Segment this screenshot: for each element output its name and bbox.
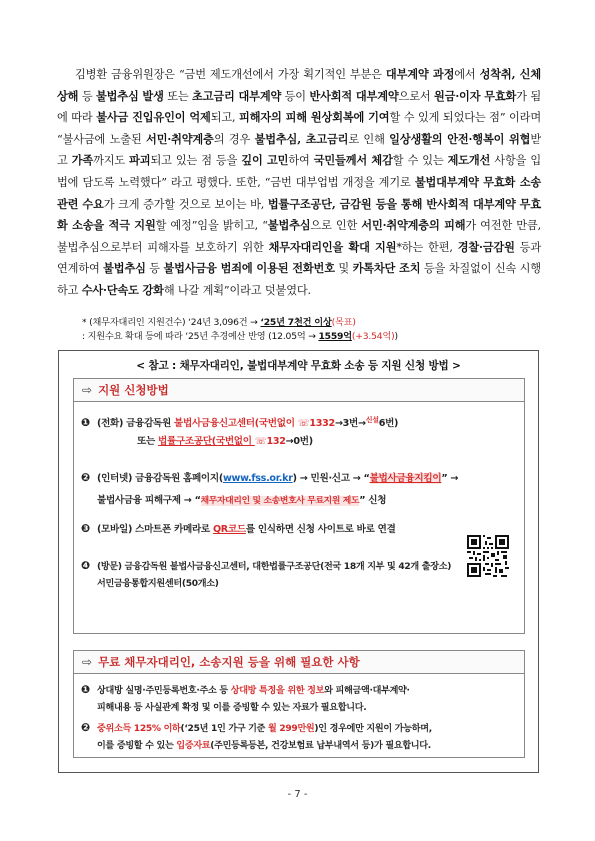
qr-code-icon[interactable] <box>467 535 509 577</box>
emphasis-text: 채무자대리인을 확대 지원 <box>268 239 397 254</box>
paragraph-text: *하는 한편, <box>396 240 458 254</box>
emphasis-text: 서민·취약계층의 피해 <box>361 218 466 233</box>
paragraph-text: 등 <box>78 89 96 103</box>
emphasis-text: 원금·이자 무효화 <box>434 88 517 103</box>
emphasis-text: 수사·단속도 강화 <box>81 282 164 297</box>
emphasis-text: 서민·취약계층 <box>146 131 214 146</box>
requirement-2-line-1: ❷ 중위소득 125% 이하(‘25년 1인 가구 기준 월 299만원)인 경우에만 지원이 가능하며, <box>81 721 432 734</box>
emphasis-text: 초고금리 대부계약 <box>192 88 282 103</box>
apply-phone-line-2: 또는 법률구조공단(국번없이 ☏132→0번) <box>137 436 313 447</box>
paragraph-text: 할 수 있는 <box>392 154 448 168</box>
arrow-icon: ⇨ <box>82 383 93 397</box>
emphasis-text: 불법추심 발생 <box>95 88 164 103</box>
emphasis-text: 깊이 고민 <box>241 153 289 168</box>
paragraph-text: 또는 <box>163 89 193 103</box>
paragraph-text: 되고, <box>210 111 240 125</box>
arrow-icon: ⇨ <box>82 655 93 669</box>
apply-phone-line-1: ❶ (전화) 금융감독원 불법사금융신고센터(국번없이 ☏1332→3번→$^{신설}$6번) <box>81 416 399 430</box>
emphasis-text: 파괴 <box>129 153 151 168</box>
paragraph-text: 가 여전한 만큼, 불법추심으로부터 피해자를 보호하기 위한 <box>57 219 541 254</box>
paragraph-text: 사항을 입법에 담도록 노력했다” 라고 평했다. 또한, “금번 대부업법 개정을 계기로 <box>57 154 541 189</box>
body-paragraph <box>57 64 541 302</box>
footnote-line-2: : 지원수요 확대 등에 따라 ‘25년 추경예산 반영 (12.05억 → 1559억(+3.54억)) <box>82 331 398 342</box>
paragraph-text: 되고 있는 점 등을 <box>150 154 242 168</box>
paragraph-text: 으로서 <box>398 89 434 103</box>
emphasis-text: 불법추심 <box>103 261 146 276</box>
apply-internet-line-1: ❷ (인터넷) 금융감독원 홈페이지(www.fss.or.kr) → 민원·신고 → “불법사금융지킴이” → <box>81 471 459 484</box>
apply-mobile-line: ❸ (모바일) 스마트폰 카메라로 QR코드를 인식하면 신청 사이트로 바로 연결 <box>81 522 396 535</box>
paragraph-text: 가 됨에 따라 <box>57 89 541 125</box>
paragraph-text: 등이 <box>281 89 310 103</box>
apply-internet-line-2: 불법사금융 피해구제 → “채무자대리인 및 소송변호사 무료지원 제도” 신청 <box>97 495 387 506</box>
phone-icon: ☏132 <box>254 436 286 447</box>
emphasis-text: 제도개선 <box>447 153 491 168</box>
paragraph-text: 하여 <box>288 154 314 168</box>
paragraph-text: 으로 인한 <box>310 219 362 233</box>
emphasis-text: 국민들께서 체감 <box>313 153 393 168</box>
emphasis-text: 일상생활의 안전·행복이 위협 <box>389 131 531 146</box>
paragraph-text: 김병환 금융위원장은 “금번 제도개선에서 가장 획기적인 부분은 <box>75 68 386 81</box>
paragraph-text: 에서 <box>454 68 480 81</box>
emphasis-text: 경찰·금감원 <box>457 239 515 254</box>
phone-icon: ☏1332 <box>297 418 335 430</box>
paragraph-text: 해 나갈 계획”이라고 덧붙였다. <box>163 283 311 297</box>
paragraph-text: 등과 연계하여 <box>57 240 541 276</box>
page-number: - 7 - <box>287 789 308 800</box>
paragraph-text: 로 인해 <box>348 132 390 146</box>
requirement-1-line-1: ❶ 상대방 실명·주민등록번호·주소 등 상대방 특정을 위한 정보와 피해금액·대부계약· <box>81 683 410 696</box>
paragraph-text: 할 예정”임을 밝히고, “ <box>155 219 268 233</box>
paragraph-text: 가 크게 증가할 것으로 보이는 바, <box>103 197 268 211</box>
apply-visit-line-1: ❹ (방문) 금융감독원 불법사금융신고센터, 대한법률구조공단(전국 18개 지부 및 42개 출장소) <box>81 559 452 572</box>
emphasis-text: 불법추심, 초고금리 <box>254 131 349 146</box>
paragraph-text: 및 <box>334 262 353 276</box>
emphasis-text: 카톡차단 조치 <box>352 261 421 276</box>
paragraph-text: 까지도 <box>93 154 130 168</box>
paragraph-text: 등을 차질없이 신속 시행하고 <box>57 262 541 297</box>
footnote-line-1: * (채무자대리인 지원건수) ‘24년 3,096건 → ‘25년 7천건 이상(목표) <box>82 317 356 328</box>
emphasis-text: 피해자의 피해 원상회복에 기여 <box>239 110 390 125</box>
section-apply-method-header: ⇨ 지원 신청방법 <box>73 378 525 402</box>
paragraph-text: 등 <box>145 262 164 276</box>
apply-visit-line-2: 서민금융통합지원센터(50개소) <box>97 579 219 589</box>
paragraph-text: 받고 <box>57 132 542 168</box>
emphasis-text: 불법사금융 범죄에 이용된 전화번호 <box>163 261 335 276</box>
reference-box-title: < 참고 : 채무자대리인, 불법대부계약 무효화 소송 등 지원 신청 방법 > <box>136 360 461 372</box>
paragraph-text: 의 경우 <box>213 132 255 146</box>
emphasis-text: 불사금 진입유인이 억제 <box>96 110 211 125</box>
section-requirements-header: ⇨ 무료 채무자대리인, 소송지원 등을 위해 필요한 사항 <box>73 650 525 674</box>
requirement-2-line-2: 이를 증빙할 수 있는 입증자료(주민등록등본, 건강보험료 납부내역서 등)가 필요합니다. <box>97 741 431 751</box>
emphasis-text: 불법대부계약 무효화 소송 관련 수요 <box>57 174 542 211</box>
emphasis-text: 반사회적 대부계약 <box>309 88 399 103</box>
emphasis-text: 법률구조공단, 금감원 등을 통해 반사회적 대부계약 무효화 소송을 적극 지원 <box>57 196 541 233</box>
fss-website-link[interactable]: www.fss.or.kr <box>222 473 293 484</box>
emphasis-text: 대부계약 과정 <box>385 67 455 81</box>
emphasis-text: 성착취, 신체상해 <box>57 67 541 103</box>
paragraph-text: 할 수 있게 되었다는 점” 이라며 “불사금에 노출된 <box>57 111 541 146</box>
emphasis-text: 가족 <box>71 153 94 168</box>
requirement-1-line-2: 피해내용 등 사실관계 확정 및 이를 증빙할 수 있는 자료가 필요합니다. <box>97 703 367 713</box>
emphasis-text: 불법추심 <box>267 218 311 233</box>
